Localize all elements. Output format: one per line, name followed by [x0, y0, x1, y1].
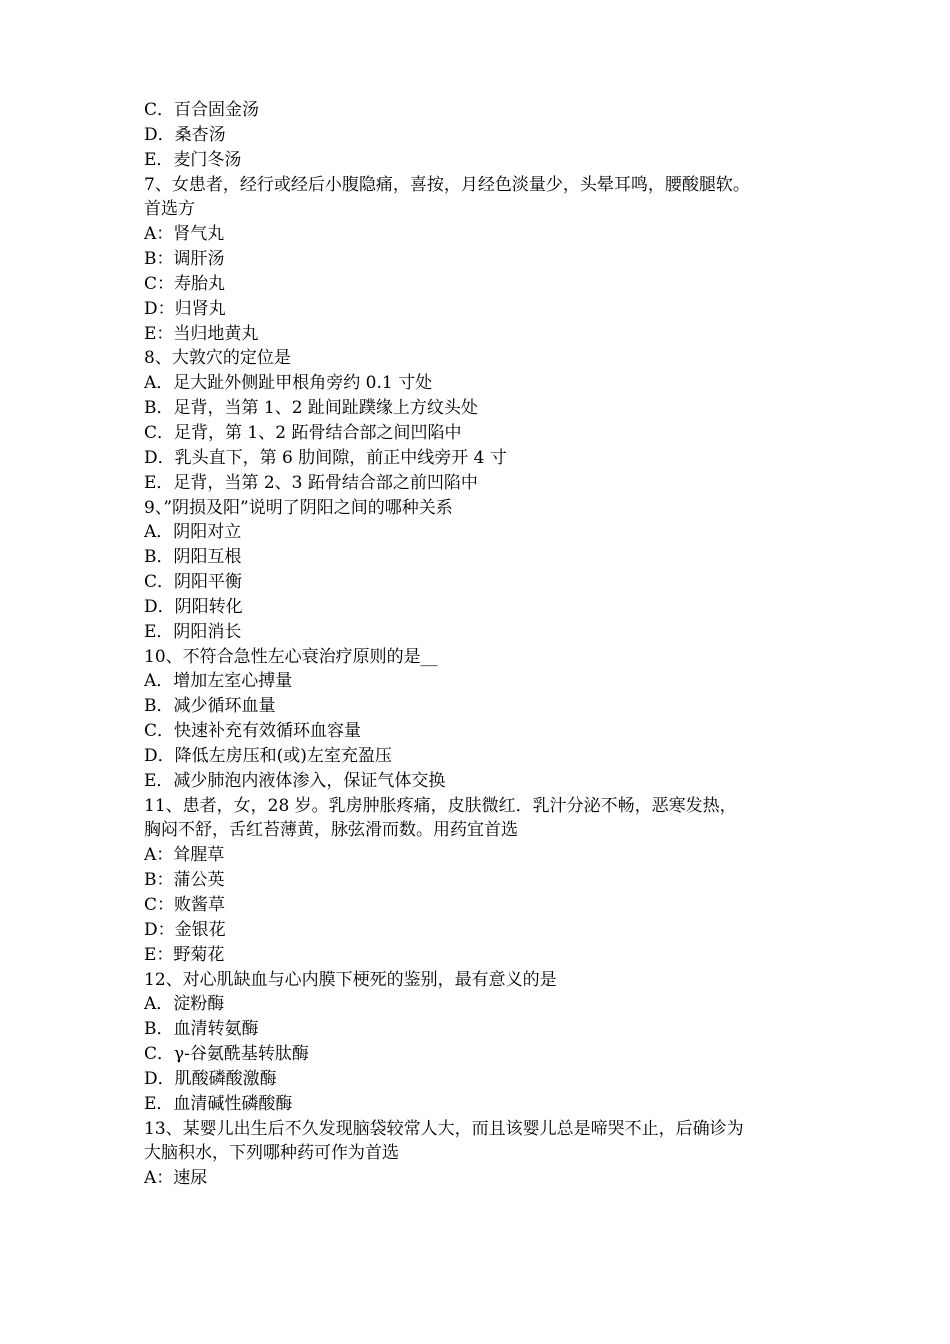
question-7: 7、女患者，经行或经后小腹隐痛，喜按，月经色淡量少，头晕耳鸣，腰酸腿软。: [144, 174, 750, 195]
option-line: B：调肝汤: [144, 249, 225, 270]
option-line: E．血清碱性磷酸酶: [144, 1093, 293, 1114]
option-line: D．肌酸磷酸激酶: [144, 1068, 277, 1089]
option-line: B．足背，当第 1、2 趾间趾蹼缘上方纹头处: [144, 398, 478, 419]
option-line: A．淀粉酶: [144, 994, 225, 1015]
question-13: 13、某婴儿出生后不久发现脑袋较常人大，而且该婴儿总是啼哭不止，后确诊为: [144, 1118, 744, 1139]
option-line: E．阴阳消长: [144, 621, 242, 642]
option-line: E．减少肺泡内液体渗入，保证气体交换: [144, 770, 446, 791]
option-line: B．减少循环血量: [144, 696, 276, 717]
question-7-continued: 首选方: [144, 199, 195, 220]
option-line: A．增加左室心搏量: [144, 671, 293, 692]
option-line: E．麦门冬汤: [144, 149, 242, 170]
question-9: 9、”阴损及阳”说明了阴阳之间的哪种关系: [144, 497, 453, 518]
question-10: 10、不符合急性左心衰治疗原则的是__: [144, 646, 438, 667]
option-line: A．足大趾外侧趾甲根角旁约 0.1 寸处: [144, 373, 433, 394]
option-line: C．快速补充有效循环血容量: [144, 721, 362, 742]
option-line: C．足背，第 1、2 跖骨结合部之间凹陷中: [144, 422, 462, 443]
option-line: E：当归地黄丸: [144, 323, 259, 344]
option-line: A．阴阳对立: [144, 522, 242, 543]
option-line: D：归肾丸: [144, 298, 226, 319]
option-line: C：败酱草: [144, 895, 226, 915]
question-12: 12、对心肌缺血与心内膜下梗死的鉴别，最有意义的是: [144, 969, 557, 990]
option-line: C．百合固金汤: [144, 100, 260, 120]
option-line: A：速尿: [144, 1168, 208, 1189]
question-8: 8、大敦穴的定位是: [144, 348, 291, 369]
option-line: C：寿胎丸: [144, 273, 226, 294]
option-line: B．阴阳互根: [144, 547, 242, 568]
document-text: [144, 98, 814, 1191]
question-11-continued: 胸闷不舒，舌红苔薄黄，脉弦滑而数。用药宜首选: [144, 820, 518, 841]
option-line: A：肾气丸: [144, 224, 225, 245]
option-line: C．γ-谷氨酰基转肽酶: [144, 1044, 309, 1065]
option-line: D．乳头直下，第 6 肋间隙，前正中线旁开 4 寸: [144, 447, 507, 468]
option-line: E：野菊花: [144, 944, 225, 965]
option-line: B：蒲公英: [144, 870, 225, 891]
option-line: C．阴阳平衡: [144, 572, 243, 593]
question-13-continued: 大脑积水，下列哪种药可作为首选: [144, 1143, 399, 1164]
option-line: E．足背，当第 2、3 跖骨结合部之前凹陷中: [144, 472, 478, 493]
option-line: D．阴阳转化: [144, 596, 243, 617]
option-line: A：耸腥草: [144, 845, 225, 866]
option-line: D：金银花: [144, 919, 226, 940]
option-line: D．降低左房压和(或)左室充盈压: [144, 745, 392, 766]
question-11: 11、患者，女，28 岁。乳房肿胀疼痛，皮肤微红．乳汁分泌不畅，恶寒发热，: [144, 795, 737, 816]
option-line: B．血清转氨酶: [144, 1019, 259, 1040]
option-line: D．桑杏汤: [144, 124, 226, 145]
